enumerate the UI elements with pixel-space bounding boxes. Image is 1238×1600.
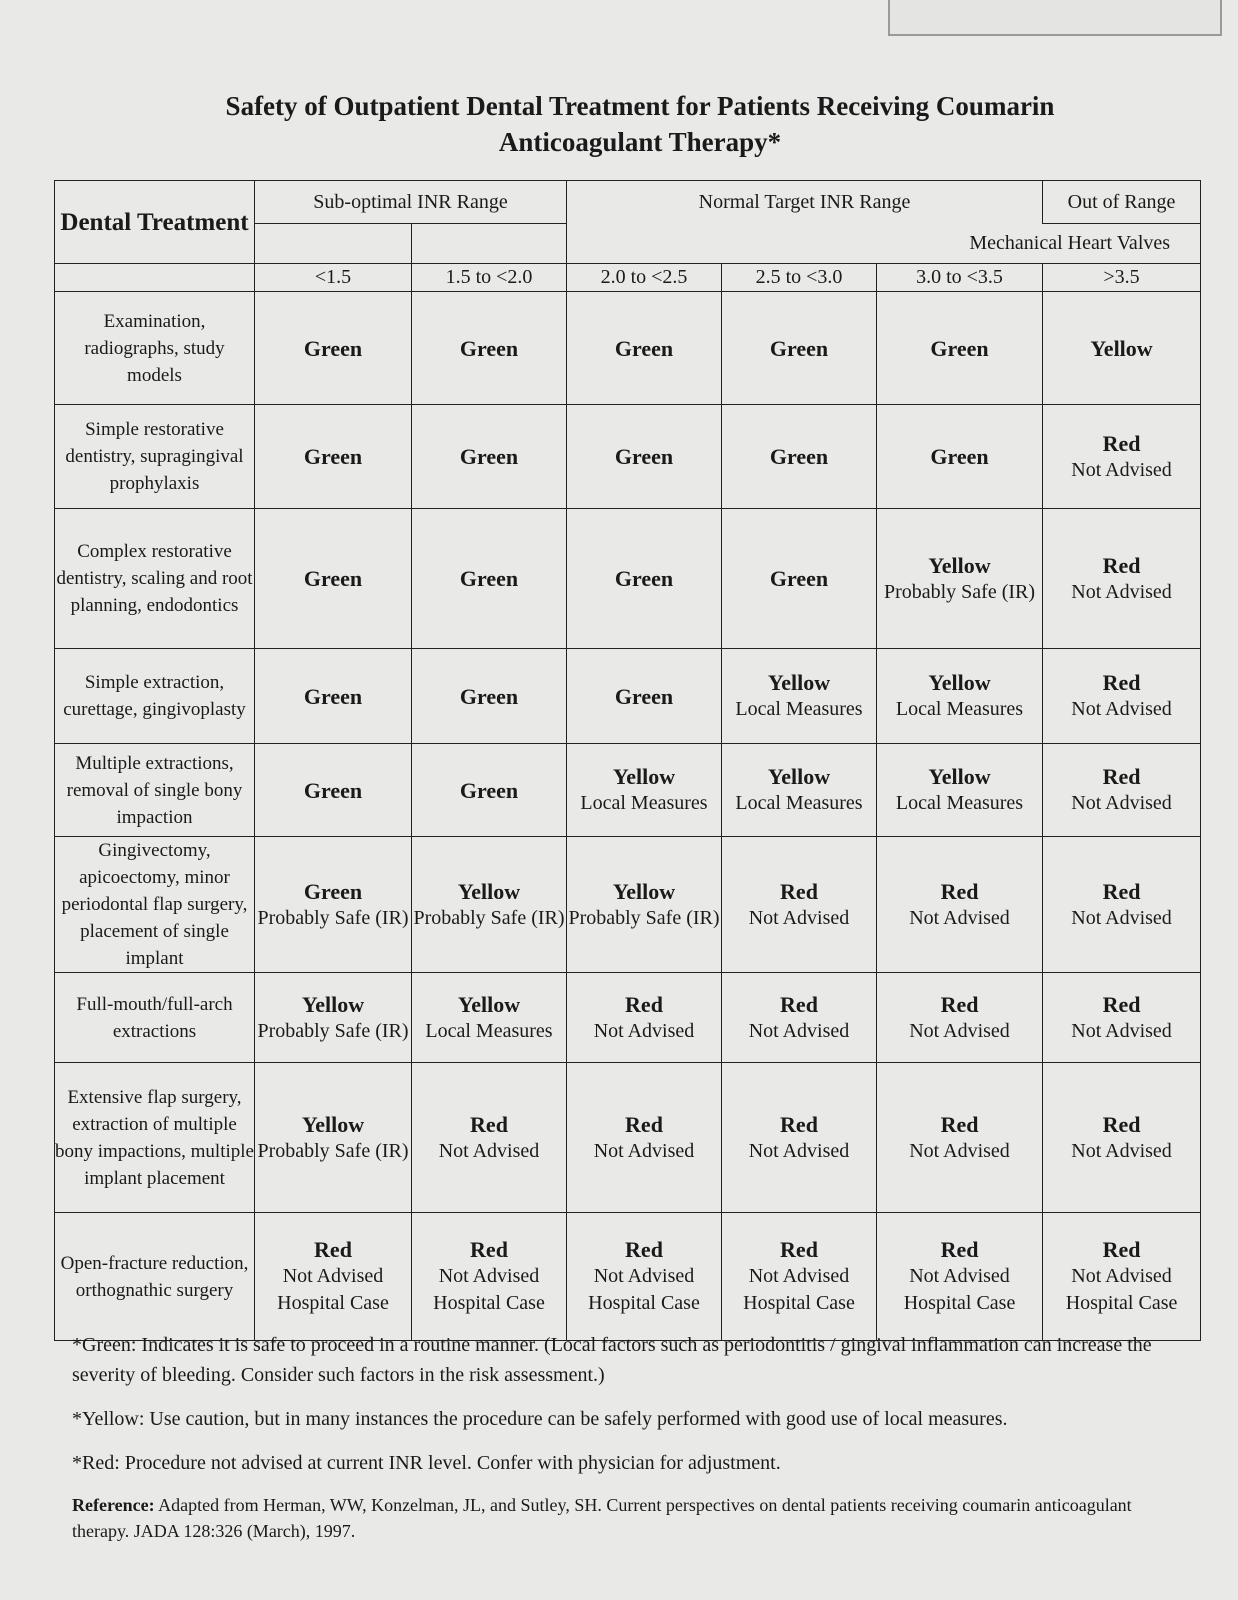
rating-label: Red [1102, 552, 1141, 578]
range-header: 2.0 to <2.5 [567, 264, 722, 292]
table-row [55, 1063, 1201, 1213]
rating-note: Not Advised Hospital Case [588, 1265, 700, 1314]
safety-cell [255, 292, 412, 405]
safety-cell [412, 405, 567, 509]
treatment-label: Extensive flap surgery, extraction of multiple bony impactions, multiple implant placement [55, 1063, 255, 1213]
header-spacer [567, 224, 722, 264]
safety-cell [255, 837, 412, 973]
rating-note: Not Advised [748, 1139, 850, 1162]
header-dental-treatment: Dental Treatment [55, 181, 255, 264]
rating-note: Probably Safe (IR) [257, 1019, 409, 1042]
rating-label: Green [614, 335, 674, 361]
safety-cell [255, 1063, 412, 1213]
footnotes [72, 1330, 1192, 1544]
rating-label: Green [459, 566, 519, 591]
rating-label: Red [625, 991, 663, 1017]
safety-cell [255, 1213, 412, 1341]
rating-note: Not Advised [909, 1019, 1010, 1042]
range-row [55, 264, 1201, 292]
rating-label: Red [1102, 878, 1141, 904]
safety-cell [877, 1063, 1043, 1213]
safety-cell [255, 649, 412, 744]
header-normal-target [567, 181, 1043, 224]
safety-cell [255, 744, 412, 837]
safety-cell [567, 744, 722, 837]
rating-note: Probably Safe (IR) [413, 906, 565, 929]
safety-cell [567, 1213, 722, 1341]
safety-cell [877, 405, 1043, 509]
rating-note: Not Advised [593, 1019, 695, 1042]
rating-label: Red [1102, 430, 1141, 456]
safety-cell [1043, 1213, 1201, 1341]
rating-note: Not Advised [748, 906, 850, 929]
header-normal-label: Normal Target INR Range [698, 190, 911, 213]
treatment-label: Simple extraction, curettage, gingivoplasty [55, 649, 255, 744]
safety-cell [567, 405, 722, 509]
rating-label: Yellow [301, 991, 365, 1017]
rating-label: Green [769, 566, 829, 591]
rating-label: Green [303, 777, 363, 803]
table-row [55, 509, 1201, 649]
rating-note: Not Advised [748, 1019, 850, 1042]
safety-cell [1043, 837, 1201, 973]
safety-cell [1043, 744, 1201, 837]
title-line-2: Anticoagulant Therapy* [498, 127, 782, 157]
rating-label: Green [614, 444, 674, 469]
rating-label: Red [940, 1111, 979, 1137]
rating-note: Local Measures [425, 1019, 553, 1042]
rating-label: Yellow [457, 991, 521, 1017]
safety-cell [412, 1063, 567, 1213]
treatment-label: Examination, radiographs, study models [55, 292, 255, 405]
rating-note: Not Advised [1071, 580, 1172, 603]
reference-label: Reference: [72, 1495, 155, 1515]
anticoagulant-safety-table [54, 180, 1201, 1341]
safety-cell [722, 509, 877, 649]
safety-cell [722, 649, 877, 744]
rating-label: Red [940, 991, 979, 1017]
range-blank [55, 264, 255, 292]
safety-cell [1043, 405, 1201, 509]
range-header: 3.0 to <3.5 [877, 264, 1043, 292]
rating-label: Green [303, 683, 363, 709]
rating-label: Green [459, 777, 519, 803]
rating-label: Green [930, 335, 989, 361]
rating-note: Not Advised Hospital Case [903, 1265, 1016, 1314]
safety-cell [1043, 973, 1201, 1063]
rating-label: Red [470, 1111, 508, 1137]
rating-label: Yellow [301, 1111, 365, 1137]
treatment-label: Simple restorative dentistry, supragingival prophylaxis [55, 405, 255, 509]
rating-label: Green [303, 878, 363, 904]
rating-label: Green [459, 683, 519, 709]
safety-cell [877, 1213, 1043, 1341]
rating-label: Red [625, 1111, 663, 1137]
safety-cell [877, 837, 1043, 973]
safety-cell [255, 509, 412, 649]
range-header: <1.5 [255, 264, 412, 292]
rating-label: Red [1102, 764, 1141, 789]
rating-note: Not Advised Hospital Case [1065, 1265, 1178, 1314]
safety-cell [722, 1213, 877, 1341]
rating-label: Red [314, 1237, 352, 1262]
rating-label: Green [303, 444, 363, 469]
rating-note: Not Advised [1071, 458, 1172, 481]
note-green: *Green: Indicates it is safe to proceed in a routine manner. (Local factors such as periodontitis / gingival inflammation can increase the severity of bleeding. Consider such factors in the risk assessment.) [72, 1334, 1152, 1386]
safety-cell [722, 405, 877, 509]
rating-label: Yellow [457, 878, 521, 904]
reference-text: Adapted from Herman, WW, Konzelman, JL, and Sutley, SH. Current perspectives on dental patients receiving coumarin anticoagulant therapy. JADA 128:326 (March), 1997. [72, 1495, 1132, 1541]
safety-cell [567, 509, 722, 649]
rating-label: Green [459, 335, 519, 361]
rating-label: Green [930, 444, 989, 469]
safety-cell [1043, 509, 1201, 649]
document-title [60, 88, 1220, 160]
rating-label: Green [614, 566, 674, 591]
safety-cell [877, 973, 1043, 1063]
safety-cell [1043, 1063, 1201, 1213]
rating-note: Probably Safe (IR) [883, 580, 1036, 603]
rating-label: Red [780, 1237, 818, 1262]
safety-cell [877, 649, 1043, 744]
safety-cell [877, 509, 1043, 649]
note-yellow: *Yellow: Use caution, but in many instances the procedure can be safely performed with good use of local measures. [72, 1408, 1008, 1430]
rating-label: Green [303, 566, 363, 591]
table-row [55, 973, 1201, 1063]
safety-cell [412, 744, 567, 837]
rating-note: Not Advised [1071, 1019, 1172, 1042]
rating-note: Not Advised [1071, 906, 1172, 929]
treatment-label: Multiple extractions, removal of single bony impaction [55, 744, 255, 837]
rating-label: Red [470, 1237, 508, 1262]
rating-label: Yellow [928, 552, 991, 578]
note-red: *Red: Procedure not advised at current INR level. Confer with physician for adjustment. [72, 1452, 781, 1474]
safety-cell [412, 973, 567, 1063]
safety-cell [255, 405, 412, 509]
safety-cell [567, 649, 722, 744]
range-header: 2.5 to <3.0 [722, 264, 877, 292]
rating-note: Not Advised Hospital Case [277, 1265, 389, 1314]
safety-cell [722, 292, 877, 405]
rating-note: Probably Safe (IR) [257, 906, 409, 929]
rating-note: Not Advised Hospital Case [433, 1265, 545, 1314]
reference [72, 1492, 1192, 1544]
rating-label: Red [780, 1111, 818, 1137]
rating-label: Yellow [1090, 335, 1153, 361]
treatment-label: Open-fracture reduction, orthognathic surgery [55, 1213, 255, 1341]
safety-cell [567, 1063, 722, 1213]
header-mechanical-valves: Mechanical Heart Valves [722, 224, 1201, 264]
rating-label: Red [1102, 1111, 1141, 1137]
rating-note: Local Measures [895, 698, 1024, 720]
safety-cell [722, 837, 877, 973]
rating-note: Not Advised [909, 906, 1010, 929]
rating-label: Green [769, 444, 829, 469]
safety-cell [412, 1213, 567, 1341]
rating-note: Not Advised [1071, 1139, 1172, 1162]
safety-cell [567, 973, 722, 1063]
rating-label: Yellow [767, 670, 831, 695]
safety-cell [722, 973, 877, 1063]
table-row [55, 292, 1201, 405]
rating-note: Local Measures [735, 698, 863, 720]
safety-cell [1043, 649, 1201, 744]
rating-note: Probably Safe (IR) [568, 906, 720, 929]
rating-note: Not Advised [909, 1139, 1010, 1162]
table-row [55, 1213, 1201, 1341]
corner-box [888, 0, 1222, 36]
range-header: >3.5 [1043, 264, 1201, 292]
rating-label: Green [459, 444, 519, 469]
rating-note: Not Advised [1071, 698, 1172, 720]
safety-cell [412, 292, 567, 405]
treatment-label: Gingivectomy, apicoectomy, minor periodontal flap surgery, placement of single implant [55, 837, 255, 973]
rating-label: Red [625, 1237, 663, 1262]
rating-note: Local Measures [895, 792, 1024, 814]
title-line-1: Safety of Outpatient Dental Treatment for Patients Receiving Coumarin [225, 91, 1055, 121]
safety-cell [412, 649, 567, 744]
safety-cell [412, 509, 567, 649]
safety-cell [722, 744, 877, 837]
rating-note: Not Advised [1071, 792, 1172, 814]
rating-label: Red [780, 878, 818, 904]
rating-label: Red [1102, 670, 1141, 695]
header-spacer [412, 224, 567, 264]
safety-cell [1043, 292, 1201, 405]
header-suboptimal: Sub-optimal INR Range [255, 181, 567, 224]
rating-label: Yellow [767, 764, 831, 789]
rating-label: Red [780, 991, 818, 1017]
safety-cell [412, 837, 567, 973]
safety-cell [877, 744, 1043, 837]
table-row [55, 744, 1201, 837]
rating-label: Green [769, 335, 829, 361]
rating-label: Green [614, 683, 674, 709]
rating-label: Red [940, 1237, 979, 1262]
rating-note: Local Measures [580, 792, 708, 814]
rating-note: Not Advised Hospital Case [743, 1265, 855, 1314]
safety-cell [567, 292, 722, 405]
rating-label: Red [940, 878, 979, 904]
safety-cell [255, 973, 412, 1063]
range-header: 1.5 to <2.0 [412, 264, 567, 292]
safety-cell [722, 1063, 877, 1213]
rating-note: Not Advised [593, 1139, 695, 1162]
rating-label: Yellow [612, 764, 676, 789]
treatment-label: Full-mouth/full-arch extractions [55, 973, 255, 1063]
rating-note: Local Measures [735, 792, 863, 814]
rating-label: Green [303, 335, 363, 361]
rating-note: Probably Safe (IR) [257, 1139, 409, 1162]
rating-label: Yellow [928, 670, 991, 695]
safety-cell [567, 837, 722, 973]
rating-label: Red [1102, 1237, 1141, 1262]
header-out-of-range: Out of Range [1043, 181, 1201, 224]
treatment-label: Complex restorative dentistry, scaling and root planning, endodontics [55, 509, 255, 649]
table-row [55, 649, 1201, 744]
rating-label: Red [1102, 991, 1141, 1017]
rating-label: Yellow [928, 764, 991, 789]
header-spacer [255, 224, 412, 264]
rating-note: Not Advised [438, 1139, 540, 1162]
rating-label: Yellow [612, 878, 676, 904]
safety-cell [877, 292, 1043, 405]
table-row [55, 837, 1201, 973]
table-row [55, 405, 1201, 509]
